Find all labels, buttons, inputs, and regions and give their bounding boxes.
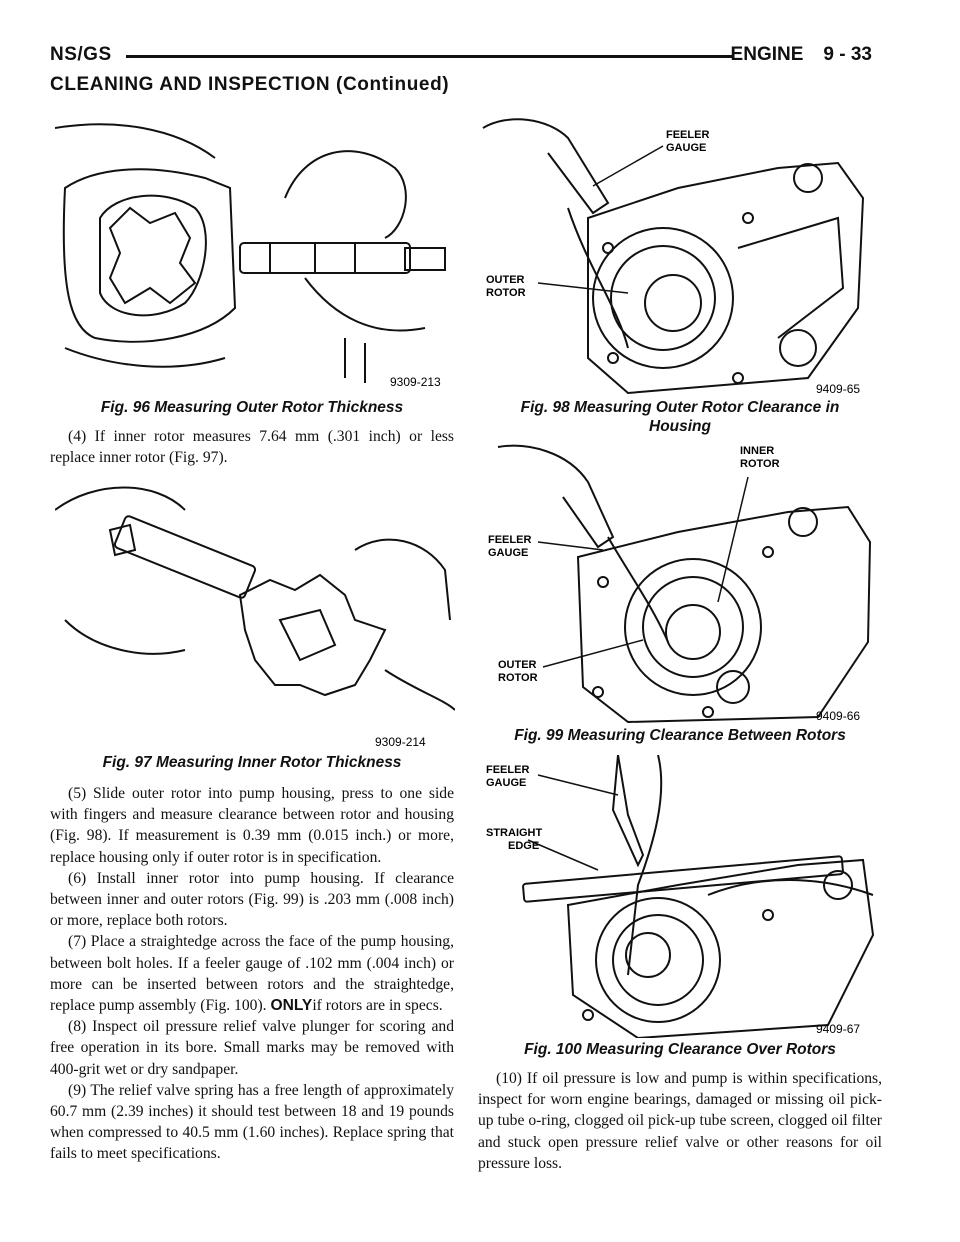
- figure-96-code: 9309-213: [390, 375, 441, 389]
- figure-100: [478, 755, 878, 1038]
- step-7-text-a: (7) Place a straightedge across the face of the pump housing, between bolt holes. If a feeler gauge of .102 mm (.004 inch) or more can be inserted between rotors and the straightedge, replace pump assembly (Fig. 100).: [50, 933, 454, 1015]
- figure-96-illustration: [55, 108, 455, 398]
- header-page-number: 9 - 33: [823, 44, 872, 65]
- figure-99-illustration: [478, 442, 878, 725]
- fig99-callout-outer-1: OUTER: [498, 659, 537, 671]
- figure-99: [478, 442, 878, 725]
- figure-96: [55, 108, 455, 398]
- figure-98-caption-line-2: Housing: [649, 418, 711, 435]
- figure-97: [55, 470, 455, 753]
- right-column-body: [478, 1068, 882, 1174]
- figure-96-caption: Fig. 96 Measuring Outer Rotor Thickness: [100, 399, 404, 416]
- fig100-callout-straight-2: EDGE: [508, 840, 540, 852]
- figure-98-illustration: [478, 108, 878, 398]
- left-column-body: [50, 783, 454, 1165]
- header-rule: [126, 55, 733, 58]
- fig99-callout-inner-1: INNER: [740, 445, 775, 457]
- figure-100-code: 9409-67: [816, 1022, 861, 1036]
- fig100-callout-feeler-1: FEELER: [486, 764, 530, 776]
- header-manual-code: NS/GS: [50, 44, 112, 65]
- figure-97-illustration: [55, 470, 455, 753]
- header-section: ENGINE: [730, 44, 804, 65]
- fig99-callout-outer-2: ROTOR: [498, 672, 538, 684]
- fig98-callout-outer-2: ROTOR: [486, 287, 526, 299]
- step-5: (5) Slide outer rotor into pump housing, press to one side with fingers and measure clearance between rotor and housing (Fig. 98). If measurement is 0.39 mm (0.015 inch.) or more, replace housing only if outer rotor is in specification.: [50, 785, 454, 866]
- fig99-callout-inner-2: ROTOR: [740, 458, 780, 470]
- step-4: (4) If inner rotor measures 7.64 mm (.301 inch) or less replace inner rotor (Fig. 97).: [50, 428, 454, 467]
- step-7-emphasis: ONLY: [270, 997, 313, 1015]
- figure-100-caption: Fig. 100 Measuring Clearance Over Rotors: [524, 1041, 836, 1058]
- step-7-text-b: if rotors are in specs.: [312, 997, 443, 1015]
- fig100-callout-straight-1: STRAIGHT: [486, 827, 543, 839]
- figure-98-caption-line-1: Fig. 98 Measuring Outer Rotor Clearance in: [520, 399, 840, 416]
- fig98-callout-feeler-1: FEELER: [666, 129, 710, 141]
- step-9: (9) The relief valve spring has a free length of approximately 60.7 mm (2.39 inches) it should test between 18 and 19 pounds when compressed to 40.5 mm (1.60 inches). Replace spring that fails to meet specifications.: [50, 1081, 454, 1163]
- fig100-callout-feeler-2: GAUGE: [486, 777, 527, 789]
- figure-98-code: 9409-65: [816, 382, 861, 396]
- fig98-callout-feeler-2: GAUGE: [666, 142, 707, 154]
- fig98-callout-outer-1: OUTER: [486, 274, 525, 286]
- left-column-top: [50, 426, 454, 468]
- step-6: (6) Install inner rotor into pump housing. If clearance between inner and outer rotors (Fig. 99) is .203 mm (.008 inch) or more, replace both rotors.: [50, 869, 454, 930]
- header-right: [731, 44, 872, 66]
- figure-97-caption: Fig. 97 Measuring Inner Rotor Thickness: [102, 754, 402, 771]
- figure-99-code: 9409-66: [816, 709, 861, 723]
- fig99-callout-feeler-2: GAUGE: [488, 547, 529, 559]
- figure-97-code: 9309-214: [375, 735, 426, 749]
- fig99-callout-feeler-1: FEELER: [488, 534, 532, 546]
- step-8: (8) Inspect oil pressure relief valve plunger for scoring and free operation in its bore. Small marks may be removed with 400-grit wet or dry sandpaper.: [50, 1018, 454, 1078]
- step-7: [50, 931, 454, 1016]
- figure-99-caption: Fig. 99 Measuring Clearance Between Rotors: [514, 727, 846, 744]
- section-title: CLEANING AND INSPECTION (Continued): [50, 74, 450, 95]
- figure-98-caption: [478, 398, 882, 436]
- figure-100-illustration: [478, 755, 878, 1038]
- step-10: (10) If oil pressure is low and pump is within specifications, inspect for worn engine bearings, damaged or missing oil pick-up tube o-ring, clogged oil pick-up tube screen, clogged oil filter and stuck open pressure relief valve or other reasons for oil pressure loss.: [478, 1070, 882, 1172]
- figure-98: [478, 108, 878, 398]
